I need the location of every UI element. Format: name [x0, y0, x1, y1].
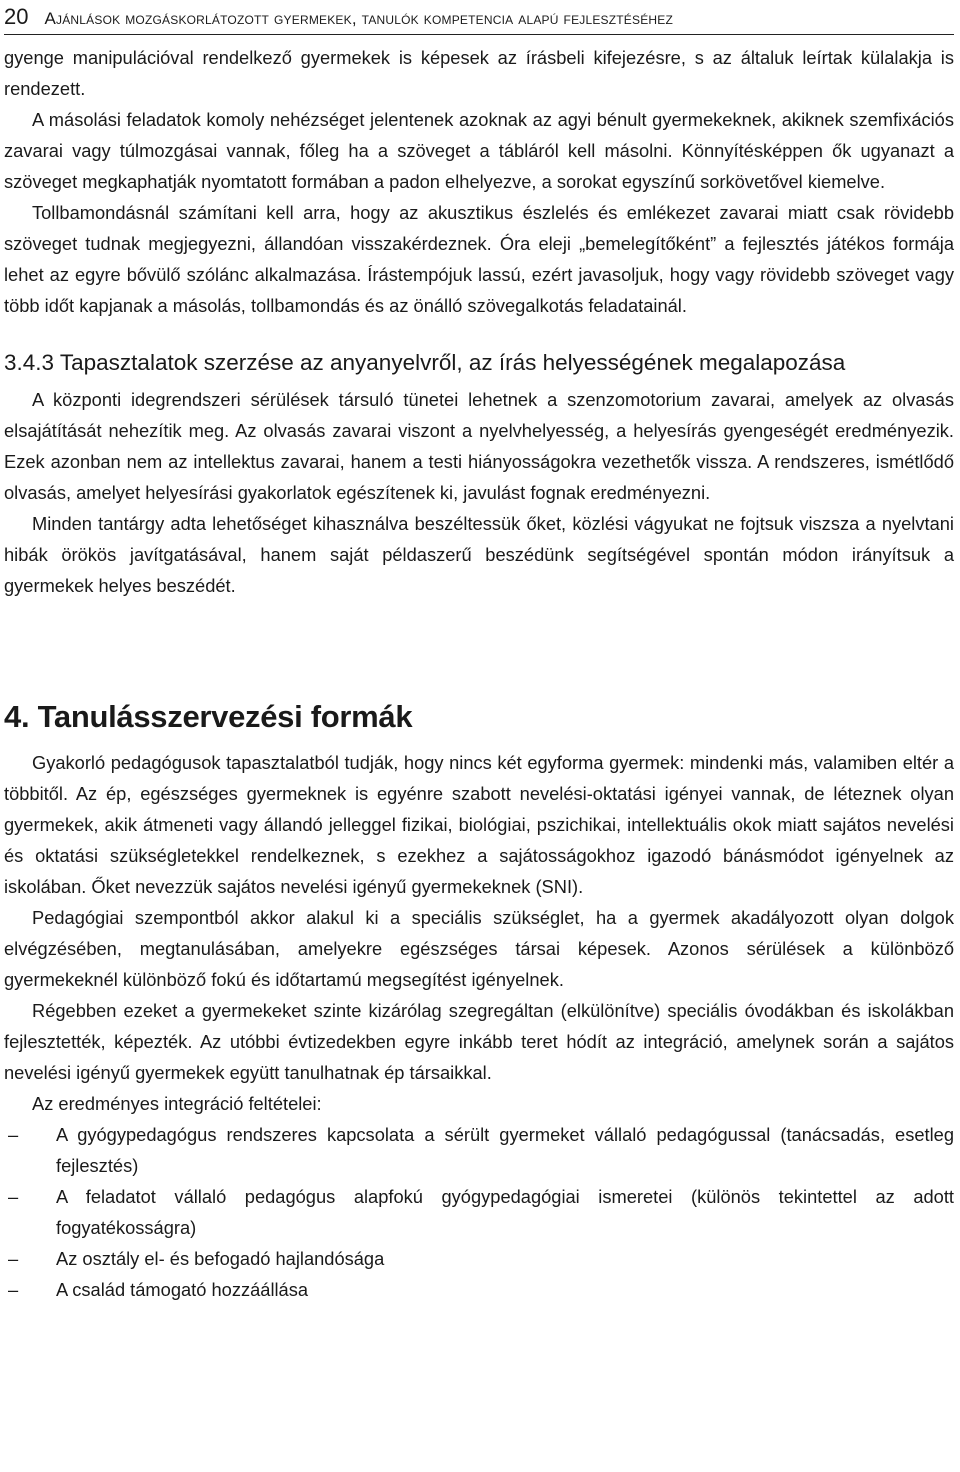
list-item [4, 1243, 954, 1274]
list-item [4, 1119, 954, 1181]
paragraph-integration: Régebben ezeket a gyermekeket szinte kizárólag szegregáltan (elkülönítve) speciális óvodákban és iskolákban fejlesztették, képezték. Az utóbbi évtizedekben egyre inkább teret hódít az integráció, amelynek során a sajátos nevelési igényű gyermekek együtt tanulhatnak ép társaikkal. [4, 1000, 954, 1083]
list-item [4, 1181, 954, 1243]
section-heading-3-4-3: 3.4.3 Tapasztalatok szerzése az anyanyelvről, az írás helyességének megalapozása [4, 350, 846, 375]
paragraph-dictation: Tollbamondásnál számítani kell arra, hogy az akusztikus észlelés és emlékezet zavarai miatt csak rövidebb szöveget tudnak megjegyezni, állandóan visszakérdeznek. Óra eleji „bemelegítőként” a fejlesztés játékos formája lehet az egyre bővülő szólánc alkalmazása. Írástempójuk lassú, ezért javasoljuk, hogy vagy rövidebb szöveget vagy több időt kapjanak a másolás, tollbamondás és az önálló szövegalkotás feladatainál. [4, 202, 954, 316]
list-item-text: A feladatot vállaló pedagógus alapfokú gyógypedagógiai ismeretei (különös tekintettel az adott fogyatékosságra) [56, 1186, 954, 1238]
list-item-text: Az osztály el- és befogadó hajlandósága [56, 1248, 385, 1269]
paragraph-copying: A másolási feladatok komoly nehézséget jelentenek azoknak az agyi bénult gyermekeknek, akiknek szemfixációs zavarai vagy túlmozgásai vannak, főleg ha a szöveget a tábláról kell másolni. Könnyítésképpen ők ugyanazt a szöveget megkaphatják nyomtatott formában a padon elhelyezve, a sorokat egyszínű sorkövetővel kiemelve. [4, 109, 954, 192]
dash-bullet: – [8, 1279, 19, 1300]
page-body [4, 42, 954, 1305]
chapter-heading-4: 4. Tanulásszervezési formák [4, 699, 413, 734]
list-item [4, 1274, 954, 1305]
dash-bullet: – [8, 1186, 19, 1207]
paragraph-reading: A központi idegrendszeri sérülések társuló tünetei lehetnek a szenzomotorium zavarai, amelyek az olvasás elsajátítását nehezítik meg. Az olvasás zavarai viszont a nyelvhelyesség, a helyesírás gyengeségét eredményezik. Ezek azonban nem az intellektus zavarai, hanem a testi hiányosságokra vezethetők vissza. A rendszeres, ismétlődő olvasás, amelyet helyesírási gyakorlatok egészítenek ki, javulást fognak eredményezni. [4, 389, 954, 503]
page-header [4, 4, 954, 35]
list-item-text: A gyógypedagógus rendszeres kapcsolata a sérült gyermeket vállaló pedagógussal (tanácsadás, esetleg fejlesztés) [56, 1124, 954, 1176]
integration-conditions-list [4, 1119, 954, 1305]
running-title: Ajánlások mozgáskorlátozott gyermekek, tanulók kompetencia alapú fejlesztéséhez [44, 9, 674, 28]
dash-bullet: – [8, 1124, 19, 1145]
paragraph-special-needs: Pedagógiai szempontból akkor alakul ki a speciális szükséglet, ha a gyermek akadályozott olyan dolgok elvégzésében, megtanulásában, amelyekre egészséges társai képesek. Azonos sérülések a különböző gyermekeknél különböző fokú és időtartamú megsegítést igényelnek. [4, 907, 954, 990]
list-item-text: A család támogató hozzáállása [56, 1279, 309, 1300]
paragraph-sni: Gyakorló pedagógusok tapasztalatból tudják, hogy nincs két egyforma gyermek: mindenki más, valamiben eltér a többitől. Az ép, egészséges gyermeknek is egyénre szabott nevelési-oktatási igényei vannak, de léteznek olyan gyermekek, akik átmeneti vagy állandó jelleggel fizikai, biológiai, pszichikai, intellektuális okok miatt sajátos nevelési és oktatási szükségletekkel rendelkeznek, s ezekhez a sajátosságokhoz igazodó bánásmódot igényelnek az iskolában. Őket nevezzük sajátos nevelési igényű gyermekeknek (SNI). [4, 752, 954, 897]
paragraph-continuation: gyenge manipulációval rendelkező gyermekek is képesek az írásbeli kifejezésre, s az általuk leírtak külalakja is rendezett. [4, 47, 954, 99]
paragraph-speech: Minden tantárgy adta lehetőséget kihasználva beszéltessük őket, közlési vágyukat ne fojtsuk viszsza a nyelvtani hibák örökös javítgatásával, hanem saját példaszerű beszédünk segítségével spontán módon irányítsuk a gyermekek helyes beszédét. [4, 513, 954, 596]
page-number: 20 [4, 4, 29, 29]
dash-bullet: – [8, 1248, 19, 1269]
paragraph-conditions-intro: Az eredményes integráció feltételei: [32, 1093, 322, 1114]
